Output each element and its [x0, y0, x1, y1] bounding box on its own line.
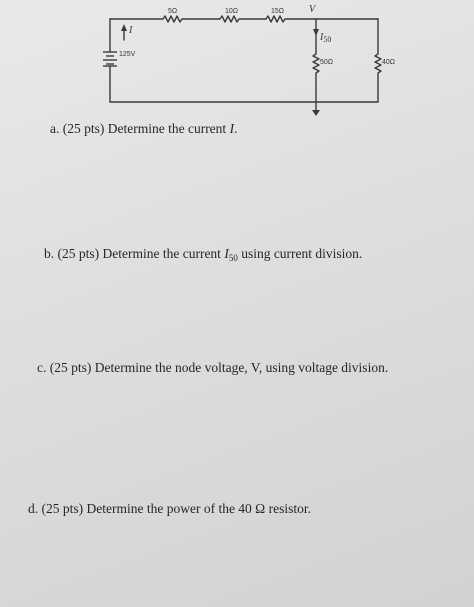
ground-arrow [312, 110, 320, 116]
resistor-label-5: 5Ω [168, 8, 178, 15]
source-voltage-label: 125V [119, 51, 136, 58]
resistor-label-10: 10Ω [225, 8, 239, 15]
resistor-label-40: 40Ω [382, 59, 396, 66]
node-voltage-label: V [309, 4, 316, 15]
question-b: b. (25 pts) Determine the current $I_{50}$ using current division. [44, 246, 363, 263]
question-c: c. (25 pts) Determine the node voltage, V, using voltage division. [37, 360, 389, 375]
question-a: a. (25 pts) Determine the current I. [50, 121, 238, 136]
branch-current-arrow [313, 29, 319, 36]
circuit-diagram [0, 0, 474, 140]
battery-symbol [103, 52, 117, 66]
question-d: d. (25 pts) Determine the power of the 40 Ω resistor. [28, 501, 311, 516]
resistor-label-15: 15Ω [271, 8, 285, 15]
resistor-label-50: 50Ω [320, 59, 334, 66]
branch-current-label: $I_{50}$ [320, 32, 332, 44]
top-wire [110, 16, 378, 22]
right-branch [375, 19, 381, 102]
source-current-arrow [121, 24, 127, 31]
source-current-label: I [129, 25, 133, 36]
